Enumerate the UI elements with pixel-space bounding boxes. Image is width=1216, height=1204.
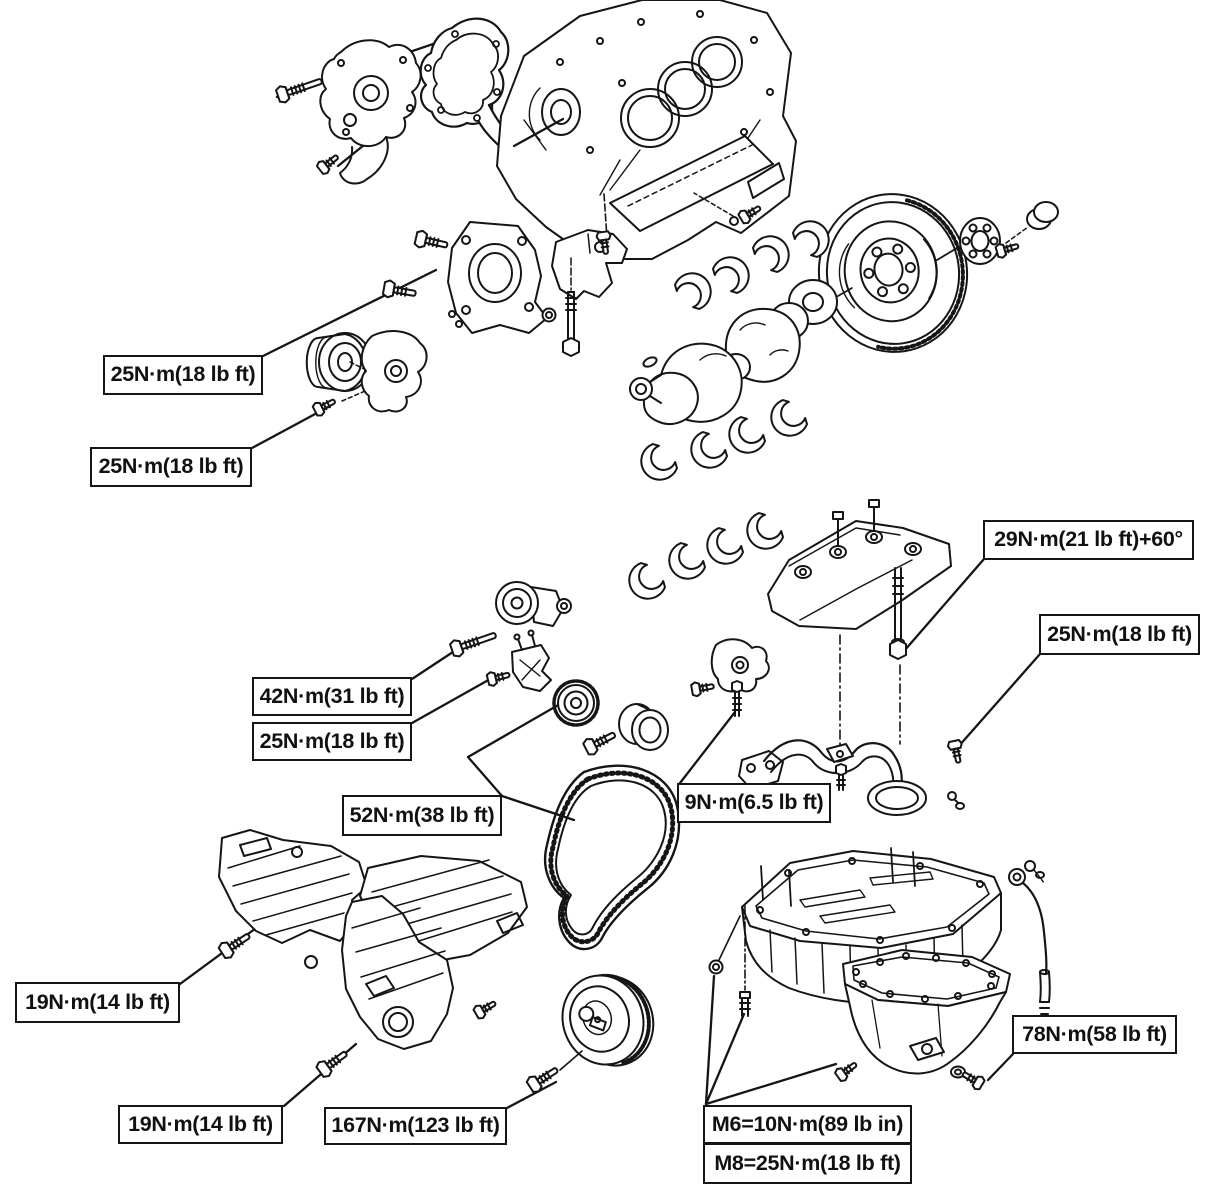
crankshaft-pulley bbox=[551, 962, 665, 1079]
torque-label: 19N·m(14 lb ft) bbox=[118, 1105, 283, 1144]
timing-belt bbox=[545, 766, 679, 949]
bolt-icon bbox=[315, 1046, 351, 1079]
oil-pump-housing bbox=[448, 222, 556, 333]
tensioner-bracket bbox=[512, 631, 551, 692]
bolt-icon bbox=[449, 627, 498, 658]
bolt-icon bbox=[275, 73, 324, 104]
bolt-icon bbox=[473, 997, 499, 1020]
torque-label: 25N·m(18 lb ft) bbox=[90, 447, 252, 487]
oil-dipstick bbox=[1009, 861, 1050, 1028]
torque-label: M8=25N·m(18 lb ft) bbox=[703, 1143, 912, 1184]
timing-belt-tensioner bbox=[496, 582, 571, 626]
torque-label: 29N·m(21 lb ft)+60° bbox=[983, 520, 1194, 560]
bolt-icon bbox=[414, 230, 449, 254]
bolt-icon bbox=[691, 679, 715, 697]
torque-label: M6=10N·m(89 lb in) bbox=[703, 1105, 912, 1144]
bolt-icon bbox=[582, 727, 618, 757]
bolt-icon bbox=[312, 395, 338, 417]
torque-label: 167N·m(123 lb ft) bbox=[324, 1107, 507, 1145]
pilot-cap bbox=[1006, 202, 1058, 243]
bolt-icon bbox=[316, 151, 342, 176]
bolt-icon bbox=[834, 1058, 860, 1082]
bolt-icon bbox=[486, 668, 511, 687]
flywheel bbox=[809, 184, 978, 361]
torque-label: 25N·m(18 lb ft) bbox=[1039, 614, 1200, 655]
torque-label: 42N·m(31 lb ft) bbox=[252, 677, 412, 716]
toothed-idler-pulley bbox=[554, 681, 598, 725]
torque-label: 9N·m(6.5 lb ft) bbox=[677, 783, 831, 823]
crankshaft bbox=[630, 280, 852, 424]
torque-label: 19N·m(14 lb ft) bbox=[15, 982, 180, 1023]
pickup-fitting bbox=[712, 639, 769, 716]
mount-bracket bbox=[552, 230, 627, 356]
idler-pulley bbox=[619, 704, 668, 750]
torque-label: 52N·m(38 lb ft) bbox=[342, 795, 502, 836]
torque-label: 25N·m(18 lb ft) bbox=[252, 722, 412, 761]
torque-label: 78N·m(58 lb ft) bbox=[1012, 1015, 1177, 1054]
torque-label: 25N·m(18 lb ft) bbox=[103, 355, 263, 395]
oil-pan-lower bbox=[843, 950, 1010, 1074]
